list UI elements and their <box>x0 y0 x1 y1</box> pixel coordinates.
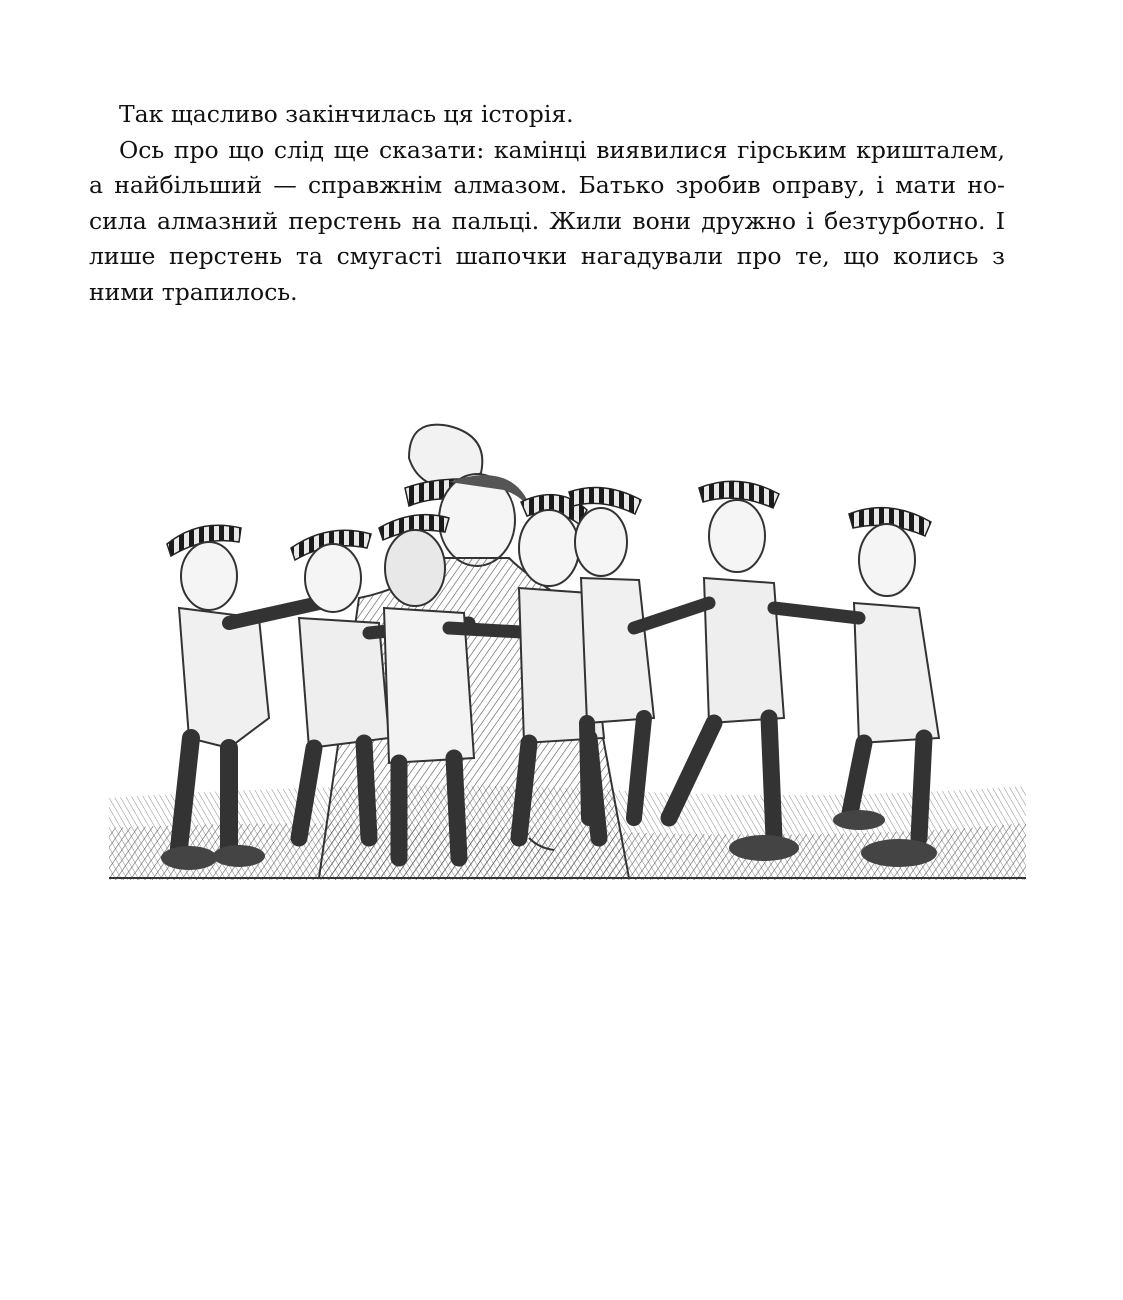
paragraph-ending: Так щасливо закінчилась ця історія. <box>119 100 574 128</box>
story-text <box>89 97 1005 311</box>
paragraph-epilogue: Ось про що слід ще сказати: камінці виявилися гірським кришталем, а найбільший — справжнім алмазом. Батько зробив оправу, і мати носила алмазний перстень на пальці. Жили вони дружно і безтурботно. І лише перстень та смугасті шапочки нагадували про те, що колись з ними трапилось. <box>89 135 1005 306</box>
illustration-mother-and-children <box>109 418 1026 880</box>
sketch-drawing <box>109 418 1026 880</box>
